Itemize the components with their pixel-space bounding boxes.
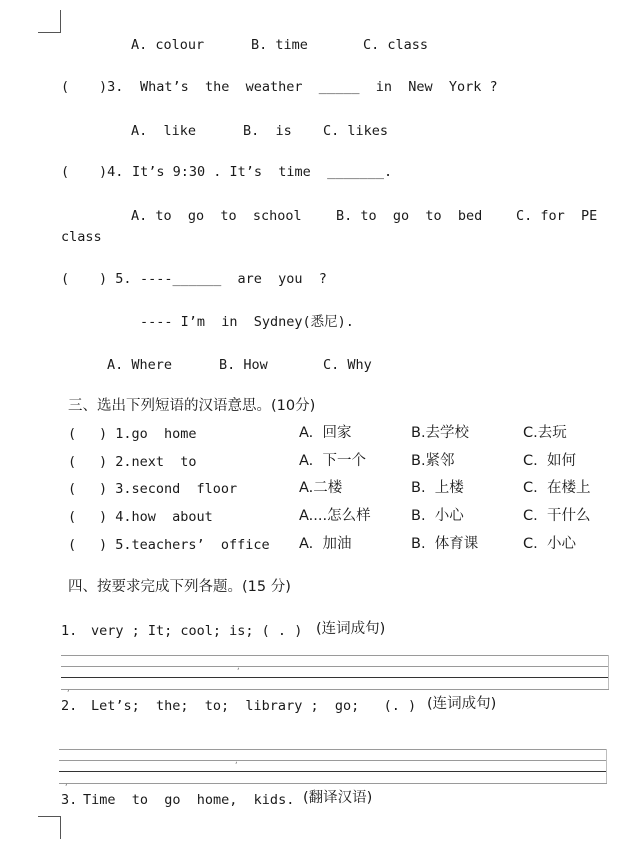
q5-option-c: C. Why	[323, 357, 372, 373]
q4-option-c: C. for PE	[516, 208, 598, 224]
q5-option-a: A. Where	[107, 357, 173, 373]
s3-row3-paren: (	[68, 481, 77, 497]
s3-row2-paren: (	[68, 454, 77, 470]
s3-row5-phrase: ) 5.teachers’ office	[99, 537, 270, 553]
s3-row3-phrase: ) 3.second floor	[99, 481, 238, 497]
s4-item3-number: 3.	[61, 792, 78, 808]
s3-row1-option-b: B.去学校	[411, 425, 470, 441]
q5-number: ) 5.	[99, 271, 132, 287]
s3-row3-option-c: C. 在楼上	[523, 480, 591, 496]
s3-row1-phrase: ) 1.go home	[99, 426, 197, 442]
s3-row5-option-c: C. 小心	[523, 536, 576, 552]
s3-row4-phrase: ) 4.how about	[99, 509, 213, 525]
q4-option-a: A. to go to school	[131, 208, 302, 224]
q4-option-c-continued: class	[61, 229, 102, 245]
s4-item2-instruction: (连词成句)	[427, 696, 497, 712]
q5-reply: ---- I’m in Sydney(悉尼).	[140, 314, 354, 330]
s4-item2-text: Let’s; the; to; library ; go; (. )	[91, 698, 417, 714]
s3-row2-phrase: ) 2.next to	[99, 454, 197, 470]
s3-row5-option-a: A. 加油	[299, 536, 352, 552]
s3-row1-option-c: C.去玩	[523, 425, 567, 441]
s3-row3-option-b: B. 上楼	[411, 480, 464, 496]
s4-item3-instruction: (翻译汉语)	[303, 790, 373, 806]
s3-row1-option-a: A. 回家	[299, 425, 352, 441]
page-corner-mark-bottom	[38, 816, 61, 839]
section4-title: 四、按要求完成下列各题。(15 分)	[68, 579, 291, 595]
q4-number: )4.	[99, 164, 124, 180]
s3-row4-option-c: C. 干什么	[523, 508, 591, 524]
q5-option-b: B. How	[219, 357, 268, 373]
s3-row2-option-a: A. 下一个	[299, 453, 366, 469]
q3-option-a: A. like	[131, 123, 197, 139]
s3-row5-paren: (	[68, 537, 77, 553]
s3-row4-option-a: A....怎么样	[299, 508, 371, 524]
s3-row2-option-c: C. 如何	[523, 453, 576, 469]
q5-question: ----______ are you ?	[140, 271, 327, 287]
q2-option-c: C. class	[363, 37, 429, 53]
q3-number: )3.	[99, 79, 124, 95]
section3-title: 三、选出下列短语的汉语意思。(10分)	[68, 398, 316, 414]
s4-item1-instruction: (连词成句)	[316, 621, 386, 637]
q3-question: What’s the weather _____ in New York ?	[140, 79, 498, 95]
q2-option-a: A. colour	[131, 37, 205, 53]
q4-question: It’s 9:30 . It’s time _______.	[132, 164, 393, 180]
q3-option-c: C. likes	[323, 123, 389, 139]
s3-row3-option-a: A.二楼	[299, 480, 343, 496]
s3-row4-paren: (	[68, 509, 77, 525]
q4-option-b: B. to go to bed	[336, 208, 483, 224]
q3-option-b: B. is	[243, 123, 292, 139]
s3-row5-option-b: B. 体育课	[411, 536, 479, 552]
q5-paren-open: (	[61, 271, 70, 287]
s4-item1-text: very ; It; cool; is; ( . )	[91, 623, 303, 639]
q3-paren-open: (	[61, 79, 70, 95]
s4-item3-text: Time to go home, kids.	[83, 792, 295, 808]
s4-item1-number: 1.	[61, 623, 78, 639]
s3-row2-option-b: B.紧邻	[411, 453, 455, 469]
q2-option-b: B. time	[251, 37, 308, 53]
q4-paren-open: (	[61, 164, 70, 180]
page-corner-mark-top	[38, 10, 61, 33]
s3-row4-option-b: B. 小心	[411, 508, 464, 524]
s3-row1-paren: (	[68, 426, 77, 442]
s4-item2-number: 2.	[61, 698, 78, 714]
